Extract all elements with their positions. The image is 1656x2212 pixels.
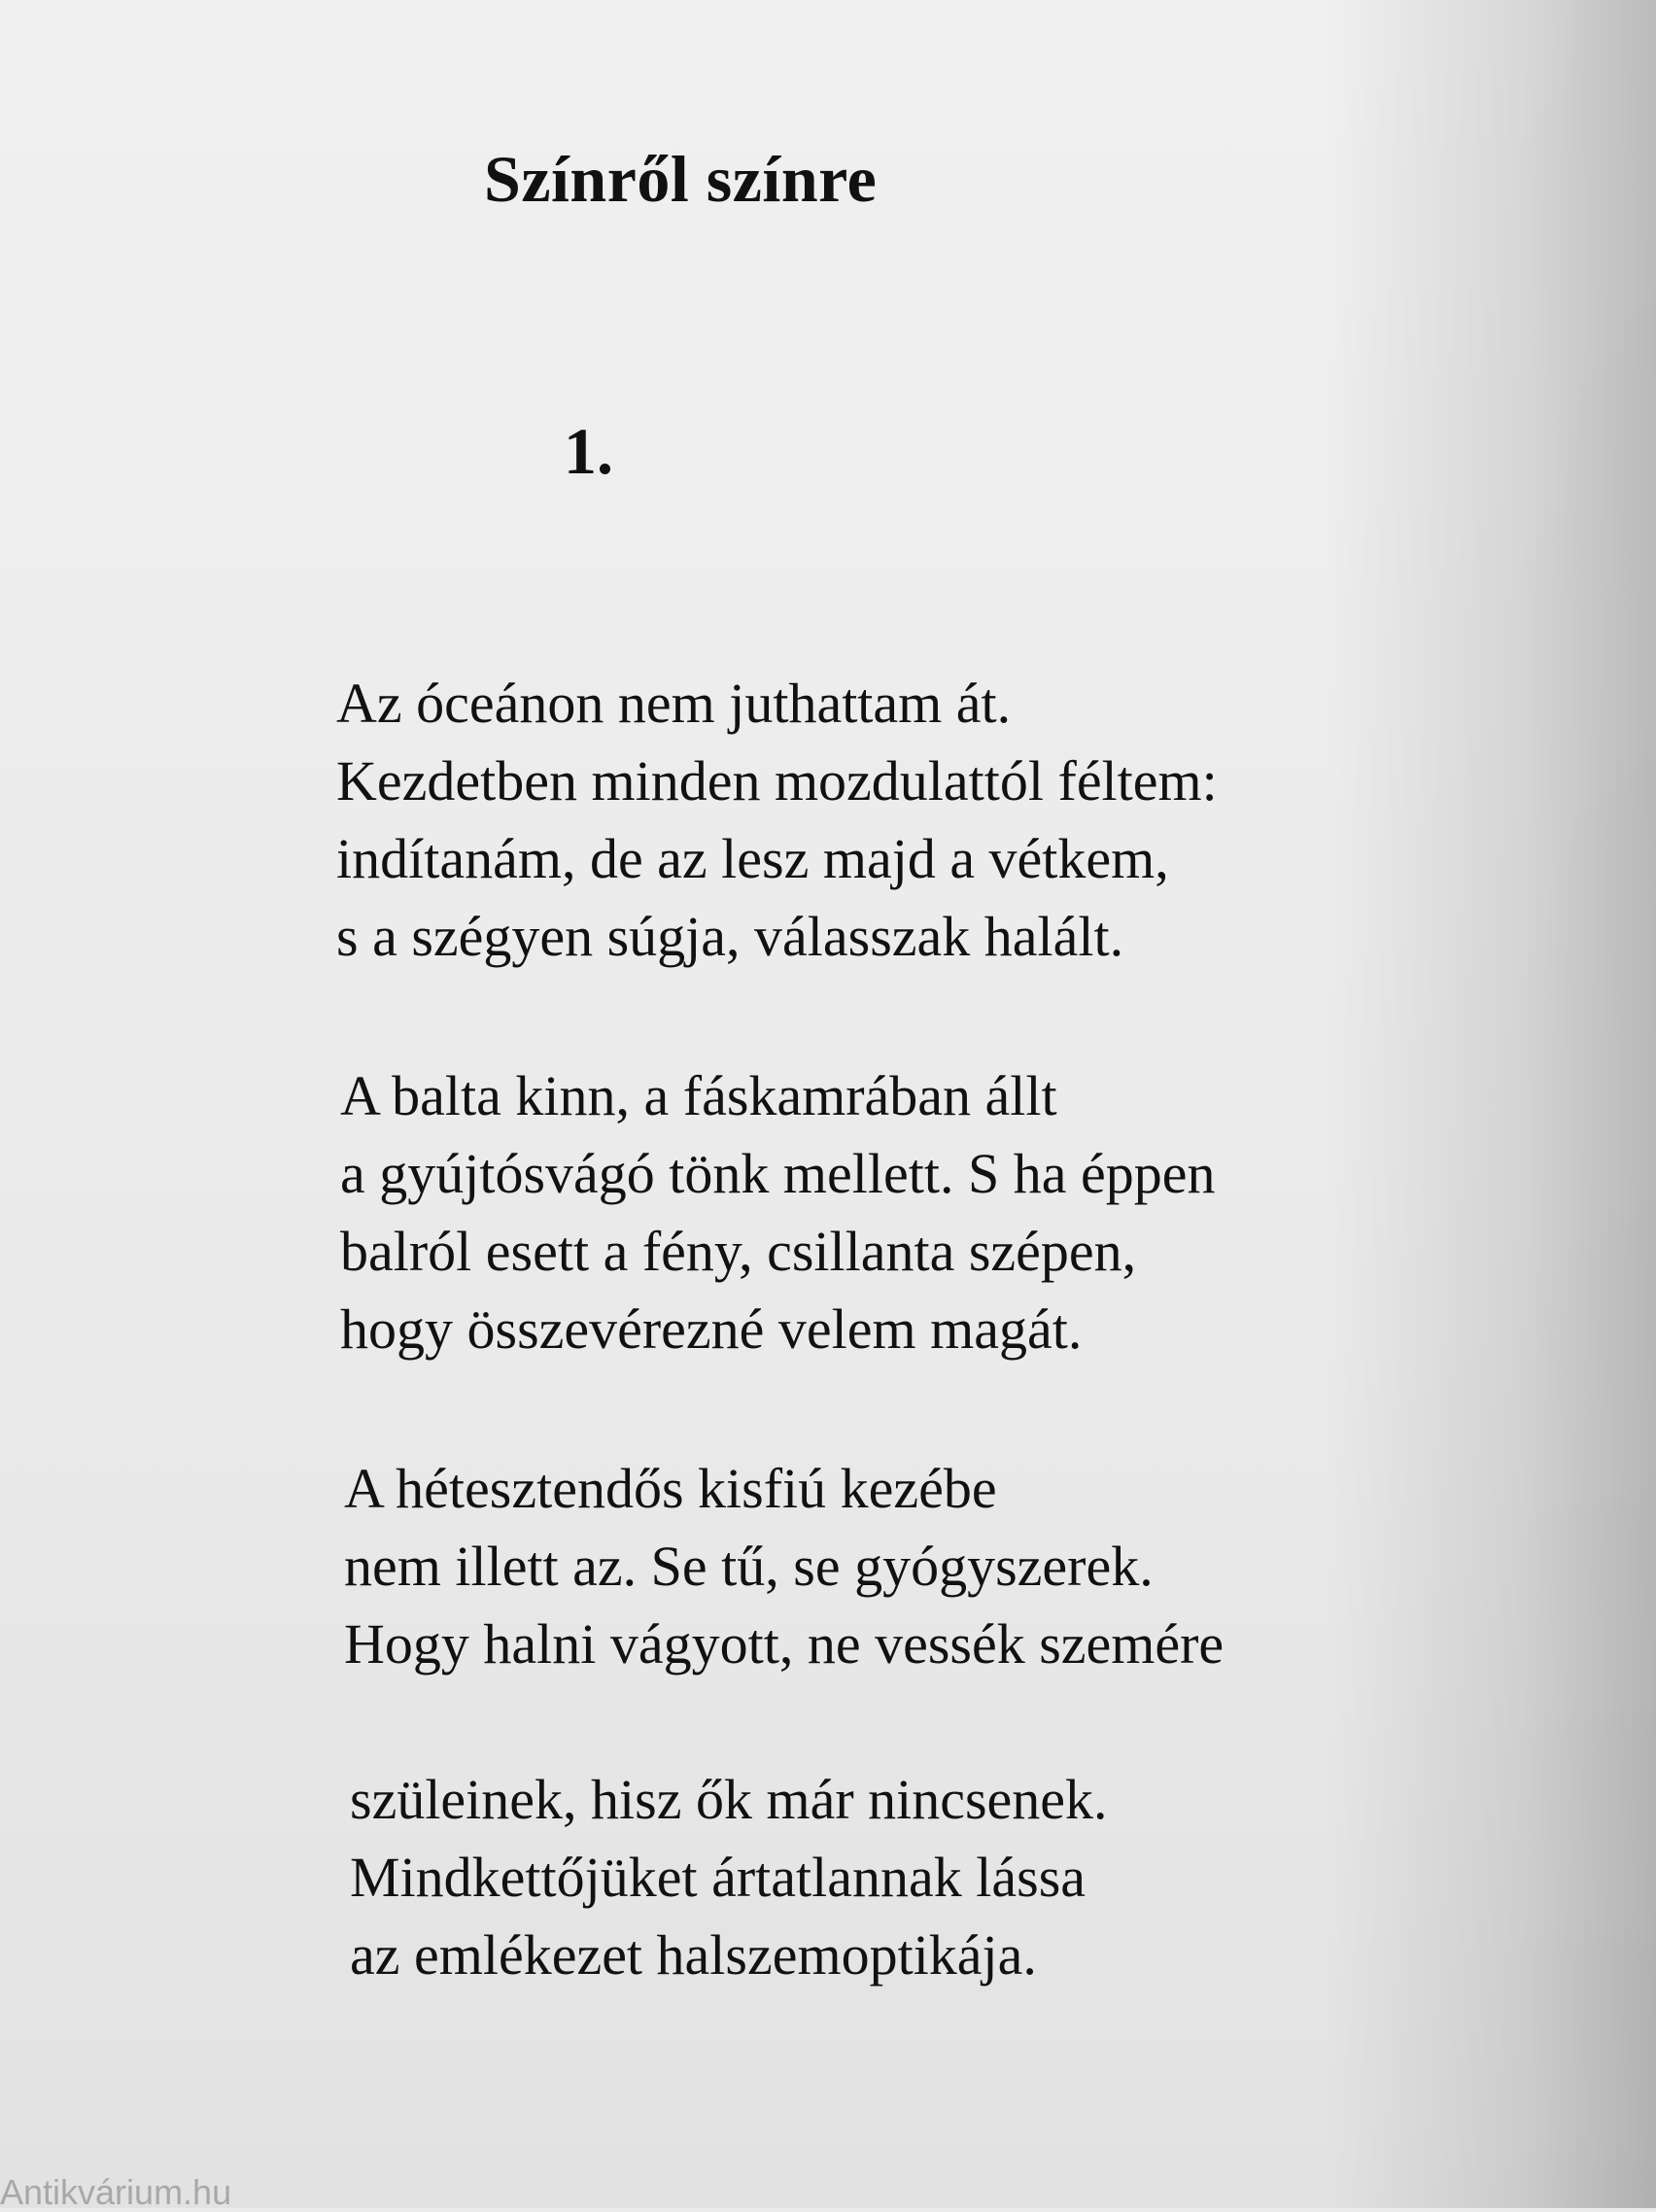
poem-line: A hétesztendős kisfiú kezébe xyxy=(344,1457,997,1520)
section-number: 1. xyxy=(564,414,613,488)
poem-title: Színről színre xyxy=(484,142,878,216)
stanza-1 xyxy=(336,665,1218,976)
stanza-2 xyxy=(340,1057,1215,1368)
stanza-4 xyxy=(350,1761,1108,1994)
poem-line: s a szégyen súgja, válasszak halált. xyxy=(336,905,1124,968)
poem-line: hogy összevérezné velem magát. xyxy=(340,1297,1083,1361)
poem-line: balról esett a fény, csillanta szépen, xyxy=(340,1220,1137,1283)
poem-line: Az óceánon nem juthattam át. xyxy=(336,672,1012,735)
poem-line: indítanám, de az lesz majd a vétkem, xyxy=(336,827,1169,890)
poem-line: Mindkettőjüket ártatlannak lássa xyxy=(350,1846,1087,1909)
poem-line: a gyújtósvágó tönk mellett. S ha éppen xyxy=(340,1142,1216,1205)
stanza-3 xyxy=(344,1450,1224,1683)
poem-line: A balta kinn, a fáskamrában állt xyxy=(340,1064,1057,1127)
watermark: Antikvárium.hu xyxy=(0,2172,232,2212)
poem-line: szüleinek, hisz ők már nincsenek. xyxy=(350,1768,1108,1831)
poem-line: Kezdetben minden mozdulattól féltem: xyxy=(336,749,1218,812)
poem-line: Hogy halni vágyott, ne vessék szemére xyxy=(344,1612,1225,1676)
poem-line: nem illett az. Se tű, se gyógyszerek. xyxy=(344,1535,1154,1598)
poem-line: az emlékezet halszemoptikája. xyxy=(350,1923,1037,1987)
